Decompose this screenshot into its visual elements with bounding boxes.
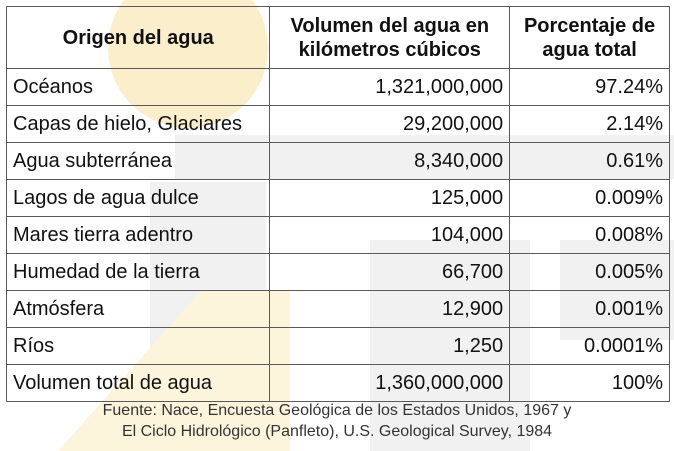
cell-percent: 100% bbox=[510, 365, 670, 402]
cell-volume: 1,250 bbox=[270, 328, 510, 365]
cell-volume: 66,700 bbox=[270, 254, 510, 291]
source-line-1: Fuente: Nace, Encuesta Geológica de los Estados Unidos, 1967 y bbox=[102, 402, 572, 419]
cell-origin: Volumen total de agua bbox=[7, 365, 270, 402]
table-row bbox=[7, 69, 670, 106]
cell-volume: 1,321,000,000 bbox=[270, 69, 510, 106]
cell-volume: 29,200,000 bbox=[270, 106, 510, 143]
table-header-row bbox=[7, 7, 670, 69]
source-line-2: El Ciclo Hidrológico (Panfleto), U.S. Geological Survey, 1984 bbox=[121, 423, 553, 440]
cell-origin: Atmósfera bbox=[7, 291, 270, 328]
header-origin: Origen del agua bbox=[7, 7, 270, 69]
cell-volume: 104,000 bbox=[270, 217, 510, 254]
cell-percent: 97.24% bbox=[510, 69, 670, 106]
cell-origin: Océanos bbox=[7, 69, 270, 106]
cell-origin: Lagos de agua dulce bbox=[7, 180, 270, 217]
cell-volume: 1,360,000,000 bbox=[270, 365, 510, 402]
cell-volume: 8,340,000 bbox=[270, 143, 510, 180]
cell-volume: 12,900 bbox=[270, 291, 510, 328]
table-row-total bbox=[7, 365, 670, 402]
cell-percent: 0.008% bbox=[510, 217, 670, 254]
cell-percent: 2.14% bbox=[510, 106, 670, 143]
cell-origin: Capas de hielo, Glaciares bbox=[7, 106, 270, 143]
cell-percent: 0.61% bbox=[510, 143, 670, 180]
table-row bbox=[7, 106, 670, 143]
header-volume: Volumen del agua en kilómetros cúbicos bbox=[270, 7, 510, 69]
table-row bbox=[7, 217, 670, 254]
source-citation bbox=[0, 400, 674, 442]
cell-percent: 0.005% bbox=[510, 254, 670, 291]
table-row bbox=[7, 328, 670, 365]
cell-percent: 0.0001% bbox=[510, 328, 670, 365]
cell-origin: Mares tierra adentro bbox=[7, 217, 270, 254]
table-row bbox=[7, 254, 670, 291]
table-row bbox=[7, 291, 670, 328]
cell-origin: Agua subterránea bbox=[7, 143, 270, 180]
water-distribution-table bbox=[6, 6, 670, 402]
cell-origin: Humedad de la tierra bbox=[7, 254, 270, 291]
cell-origin: Ríos bbox=[7, 328, 270, 365]
cell-percent: 0.001% bbox=[510, 291, 670, 328]
header-percent: Porcentaje de agua total bbox=[510, 7, 670, 69]
cell-percent: 0.009% bbox=[510, 180, 670, 217]
table-row bbox=[7, 180, 670, 217]
cell-volume: 125,000 bbox=[270, 180, 510, 217]
table-row bbox=[7, 143, 670, 180]
